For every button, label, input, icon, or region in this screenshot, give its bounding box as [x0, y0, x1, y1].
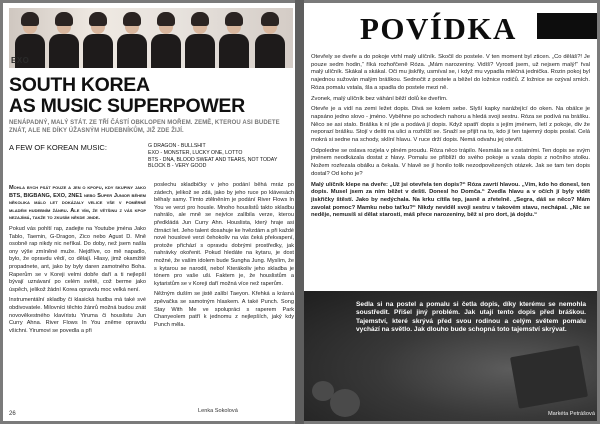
song-list	[148, 143, 295, 170]
page-spine	[295, 0, 304, 424]
teddy-bear-shape	[330, 389, 360, 417]
title-line-2: AS MUSIC SUPERPOWER	[9, 95, 245, 117]
paragraph: Instrumentální skladby či klasická hudba má také své obdivovatele. Milovníci těchto žánrů možná budou znát novověkestného klavíristu Yiruma či houslistu Jun Curry Ahna. River Flows In You zněme opravdu všichni. Yirumovi se povedla a při	[9, 297, 146, 334]
highlight-text: Sedla si na postel a pomalu si četla dopis, díky kterému se nemohla soustředit. Přišel jiný problém. Jak utají tento dopis před bráškou. Tajemství, které skrývá před svou rodinou a celým světem pomalu vychází na světlo. Jak dlouho bude schopná toto tajemství skrývat.	[356, 301, 586, 334]
story-body	[311, 54, 590, 223]
member-figure	[219, 8, 249, 68]
author-name: Lenka Sokolová	[198, 408, 238, 414]
paragraph: Odpoledne se oslava rozjela v plném proudu. Róza něco trápilo. Nesmála se s ostatními. Ten dopis se svým jménem neodkázala dostat z hlavy. Pomalu se přiblíží do svého pokoje a vzala dopis z nočního stolku. Nožem rozřezala obálku a čekala. V hlavě se jí honilo tolik nezodpovězených otázek. Jak se tam ten dopis dostal? Od koho je?	[311, 147, 590, 177]
left-page	[3, 3, 295, 421]
paragraph: Otevřely se dveře a do pokoje vtrhl malý ulíčník. Skočil do postele. V ten moment byl zticen. „Co děláš?! Je pouze sedm hodin,“ říká rozhořčeně Róza. „Mám narozeniny. Vidíš? Vyrostl jsem, už nejsem malý!“ řval malý ulíčník. Skákal a skákal. Oči mu jiskřily, usmíval se, i když mu vypadla mléčná jednička. Rozin pokoj byl najednou sužován malým bráškou. Sednočit z postele a běžel do ložnice rodičů. Z ložnice se ozýval smích. Róza pomalu vstala, šla a spadla do postele mezi ně.	[311, 54, 590, 91]
paragraph: Malý ulíčník klepe na dveře: „Už jsi otevřela ten dopis?“ Róza zavrtí hlavou. „Vím, kdo ho donesl, ten dopis. Musel jsem za ním běžet v dešti. Donesl ho Domča.“ Zvedla hlavu a v očích jí byly vidět jiskřičky štěstí. Jako by nedýchala. Na krku cítila tep, jasně a zřetelně. „Segra, dáš se něco? Mám zavolat pomoc? Mamku nebo taťku?“ Nikdy neviděl svoji sestru v takovém stavu, nechápal. „Nic se neděje, nemusíš si dělat starosti, máš přece narozeniny, běž si pro dort, já dojdu.“	[311, 181, 590, 219]
right-page	[304, 3, 597, 421]
member-figure	[117, 8, 147, 68]
photo-caption: EXO	[11, 56, 30, 65]
paragraph: poslechu skladbičky v jeho podání běhá mráz po zádech, jelikož se zdá, jako by jeho ruce po klávesách běhaly samy. Tímto ztělněním je podání River Flows In You ve verzi pro housle. Mnoho houslistů takto skladbu nahrálo, ale mně se nejvíce zalíbila verze, kterou předkládá Jun Curry Ahn. Houslista, který hraje asi čtrnáct let. Jeho talent dosahuje ke hvězdám a při každé nové houslové verzi čehokoliv na vás čeká překvapení, protože přichází s opravdu dobrými prostředky, jak nahrávky okořenit. Pokud hledáte na kytaru, je dost možné, že vašim idolem bude Sungha Jung. Myslím, že s kytarou se narodil, nebo! Kterákoliv jeho skladba je tónem pro vaše uši. Faktem je, že houslistům a kytaristům se v Koreji daří možná více než raperům.	[154, 182, 294, 287]
lead-paragraph: Mohla bych psát pouze a jen o kpopu, kdy skupiny jako BTS, BIGBANG, EXO, 2NE1 nebo Super Junior během několika málo let dokázaly velice vše v poměrně mladém hudebním žánru. Ale vím, že většinu z vás kpop nezajímá, takže to zkusím někde jinde.	[9, 185, 146, 222]
book-shape	[510, 345, 588, 408]
member-figure	[83, 8, 113, 68]
paragraph: Pokud vás pohltí rap, zadejte na Youtube jména Jako Tablo, Taemin, G-Dragon, Zico nebo Agust D. Mně osobně rap nikdy nic neříkal. Do doby, než jsem našla ony výše zmíněné muže. Nejdříve, co mě napadlo, bylo, že opravdu vědí, co dělají. Hlasy, jimž okamžitě propadnete, ant, jako by byly daren zamotného Boha. Raperům se v Koreji velmi dobře daří a ti nejlepší bývají uznávaní po celém světě, což berme jako úspěch, jelikož žádní Korea opravdu moc velká není.	[9, 225, 146, 293]
paragraph: Zvonek, malý ulíčník bez váhání běží dolů ke dveřím.	[311, 95, 448, 102]
member-figure	[255, 8, 285, 68]
song-list-item: BLOCK B - VERY GOOD	[148, 163, 207, 170]
band-photo	[9, 8, 293, 68]
song-list-item: G DRAGON - BULLSHIT	[148, 143, 206, 149]
story-title: POVÍDKA	[360, 11, 517, 46]
paragraph: Něžným duším se jistě zalíbí Taeyon. Křehká a krásná zpěvačka se samotným hlaskem. A také Punch. Song Stay With Me ve spolupráci s raperem Park Chanyeolem patří k jednomu z nejlepších, jaký kdy Punch měla.	[154, 291, 294, 328]
title-line-1: SOUTH KOREA	[9, 74, 150, 96]
member-figure	[185, 8, 215, 68]
article-subtitle: NENÁPADNÝ, MALÝ STÁT. ZE TŘÍ ČÁSTÍ OBKLOPEN MOŘEM. ZEMĚ, KTEROU ASI BUDETE ZNÁT, ALE NE DÍKY ÚŽASNÝM HUDEBNÍKŮM, JIŽ ZDE ŽIJÍ.	[9, 120, 280, 134]
article-column-2	[154, 182, 294, 332]
article-title	[9, 75, 293, 117]
song-list-item: EXO - MONSTER, LUCKY ONE, LOTTO	[148, 149, 243, 156]
author-name: Markéta Petrášová	[548, 411, 595, 417]
member-figure	[151, 8, 181, 68]
paragraph: Otevře je a vidí na zemi ležet dopis. Divá se kolem sebe. Slyší kapky narážející do oken. Na obálce je napsáno jedno slovo - jméno. Vyběhne po schodech nahoru a hledá svoji sestru. Róza se podívá na brášku. Něco se asi stalo. Bráška k ní jde a podává jí dopis. Když spatří dopis s jejím jménem, letí z pokoje, div že neporazí brášku. Stojí v dešti na ulici a rozhlíží se. Snaží se přijít na to, kdo jí ten tajemný dopis poslal. Celá mokrá si sedne na schody, sklíní hlavu. V ruce drží dopis. Nemá odvahu jej otevřít.	[311, 106, 590, 144]
bottom-photo	[304, 291, 597, 421]
sidebar-heading: A FEW OF KOREAN MUSIC:	[9, 143, 107, 152]
song-list-item: BTS - DNA, BLOOD SWEAT AND TEARS, NOT TODAY	[148, 156, 278, 163]
article-column-1	[9, 185, 146, 338]
title-bar	[537, 13, 597, 39]
page-number: 26	[9, 411, 16, 417]
member-figure	[49, 8, 79, 68]
